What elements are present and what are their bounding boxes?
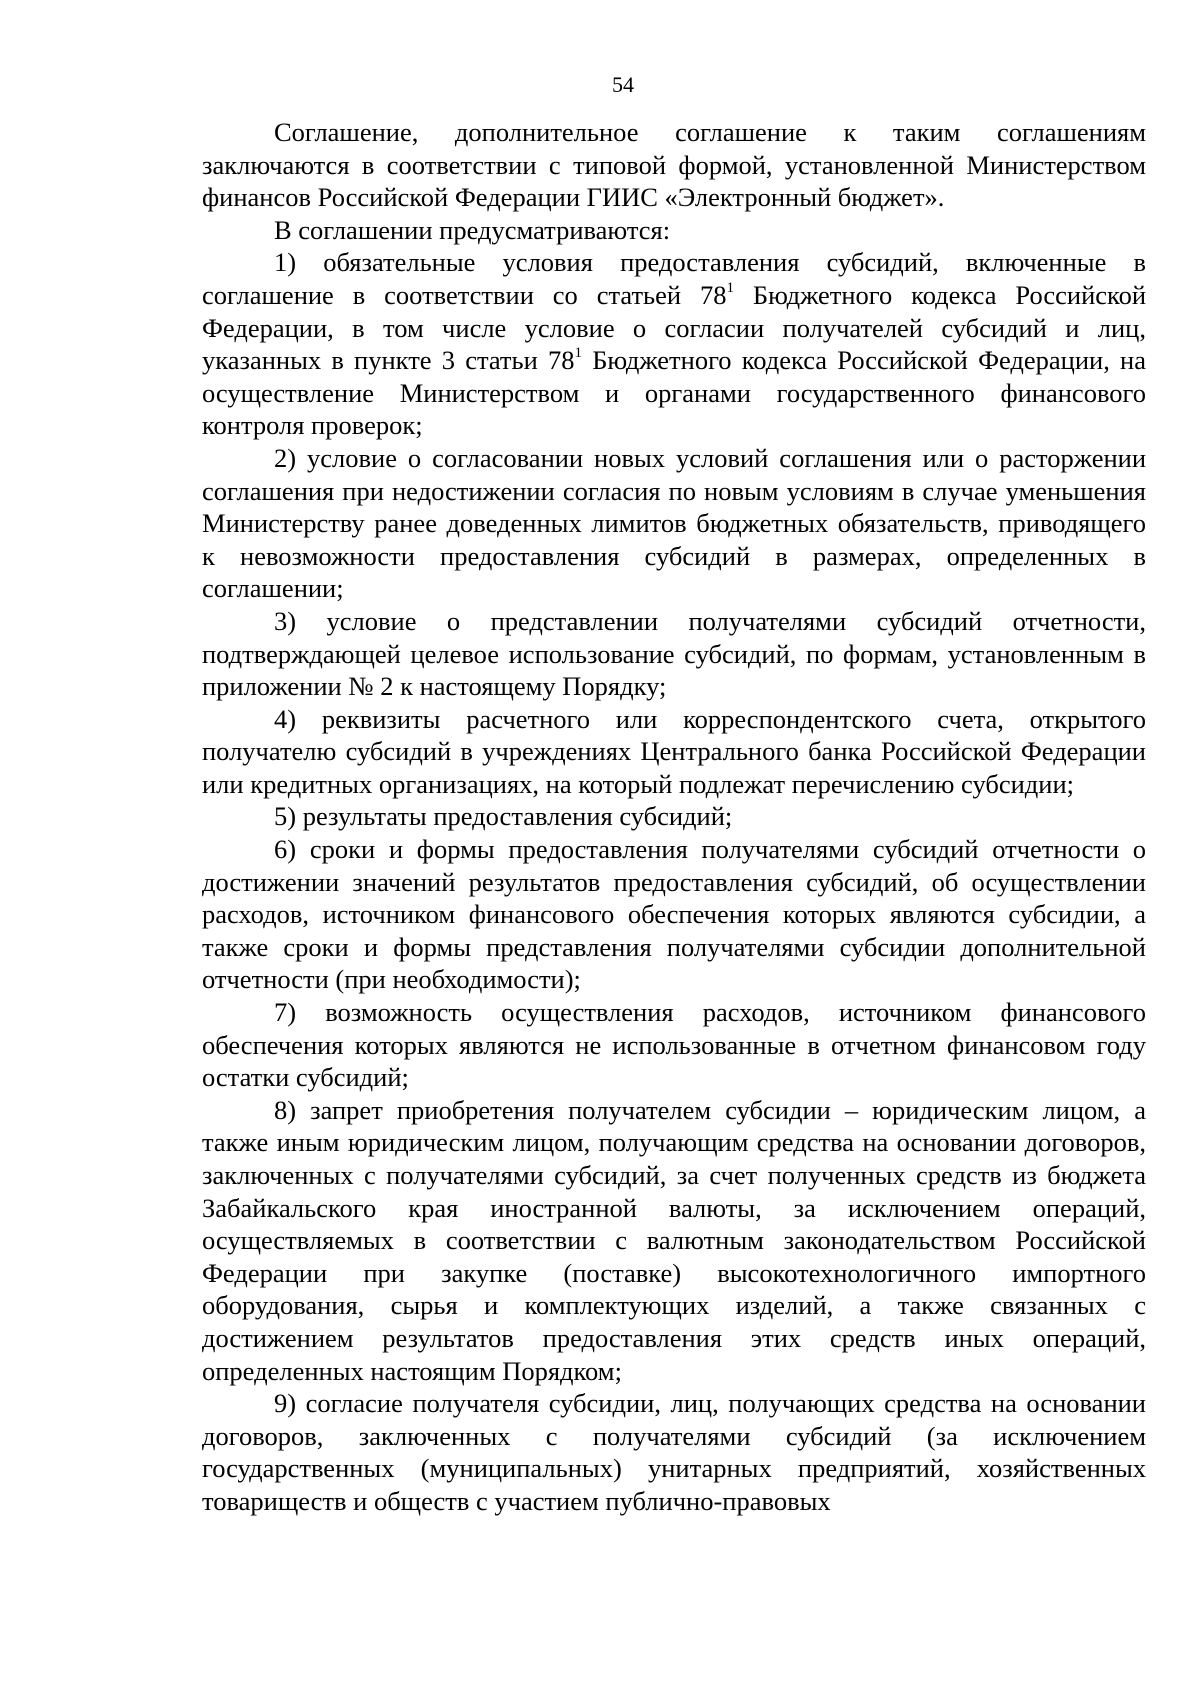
list-item-1-text-c: Бюджетного кодекса Российской Федерации, на осуществление Министерством и органами государственного финансового контроля проверок;	[202, 345, 1146, 441]
paragraph-intro: Соглашение, дополнительное соглашение к таким соглашениям заключаются в соответствии с типовой формой, установленной Министерством финансов Российской Федерации ГИИС «Электронный бюджет».	[202, 117, 1146, 213]
list-item-5: 5) результаты предоставления субсидий;	[274, 801, 733, 832]
list-item-4: 4) реквизиты расчетного или корреспондентского счета, открытого получателю субсидий в учреждениях Центрального банка Российской Федерации или кредитных организациях, на который подлежат перечислению субсидии;	[202, 703, 1146, 799]
list-item-7: 7) возможность осуществления расходов, источником финансового обеспечения которых являются не использованные в отчетном финансовом году остатки субсидий;	[202, 997, 1146, 1093]
list-item-9: 9) согласие получателя субсидии, лиц, получающих средства на основании договоров, заключенных с получателями субсидий (за исключением государственных (муниципальных) унитарных предприятий, хозяйственных товариществ и обществ с участием публично-правовых	[202, 1388, 1146, 1516]
superscript-1b: 1	[574, 345, 582, 362]
list-item-1-text-a: 1) обязательные условия предоставления субсидий, включенные в соглашение в соответствии со статьей 78	[202, 247, 1146, 310]
paragraph-lead: В соглашении предусматриваются:	[274, 214, 671, 245]
list-item-3: 3) условие о представлении получателями субсидий отчетности, подтверждающей целевое использование субсидий, по формам, установленным в приложении № 2 к настоящему Порядку;	[202, 605, 1146, 702]
list-item-8: 8) запрет приобретения получателем субсидии – юридическим лицом, а также иным юридическим лицом, получающим средства на основании договоров, заключенных с получателями субсидий, за счет полученных средств из бюджета Забайкальского края иностранной валюты, за исключением операций, осуществляемых в соответствии с валютным законодательством Российской Федерации при закупке (поставке) высокотехнологичного импортного оборудования, сырья и комплектующих изделий, а также связанных с достижением результатов предоставления этих средств иных операций, определенных настоящим Порядком;	[202, 1094, 1146, 1386]
list-item-2: 2) условие о согласовании новых условий соглашения или о расторжении соглашения при недостижении согласия по новым условиям в случае уменьшения Министерству ранее доведенных лимитов бюджетных обязательств, приводящего к невозможности предоставления субсидий в размерах, определенных в соглашении;	[202, 442, 1146, 604]
superscript-1: 1	[726, 279, 734, 296]
list-item-1	[202, 246, 1146, 442]
page-number: 54	[612, 72, 634, 97]
document-body	[202, 116, 1146, 1518]
list-item-6: 6) сроки и формы предоставления получателями субсидий отчетности о достижении значений результатов предоставления субсидий, об осуществлении расходов, источником финансового обеспечения которых являются субсидии, а также сроки и формы представления получателями субсидии дополнительной отчетности (при необходимости);	[202, 834, 1146, 995]
list-item-1-text-b: Бюджетного кодекса Российской Федерации, в том числе условие о согласии получателей субсидий и лиц, указанных в пункте 3 статьи 78	[202, 279, 1147, 376]
